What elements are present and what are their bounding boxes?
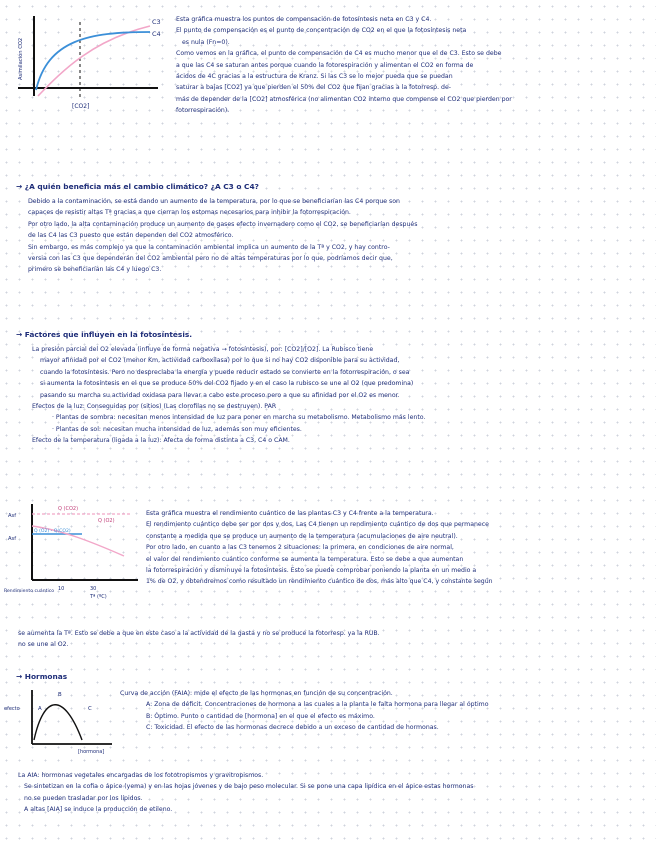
text-line: primero se beneficiarían las C4 y luego C3.	[28, 266, 162, 274]
text-line: El punto de compensación es el punto de concentración de CO2 en el que la fotosíntesis neta	[176, 27, 467, 35]
graph1-c3-label: C3	[152, 18, 161, 26]
quantum-yield-graph	[2, 500, 142, 604]
text-line: El rendimiento cuántico debe ser por dos y dos. Las C4 tienen un rendimiento cuántico de dos que permanece	[146, 521, 489, 529]
text-line: constante a medida que se produce un aumento de la temperatura (acumulaciones de aire neutral).	[146, 532, 458, 540]
arrow-icon: →	[16, 182, 23, 191]
graph2-tick-2: 30	[90, 586, 97, 592]
text-line: Esta gráfica muestra el rendimiento cuántico de las plantas C3 y C4 frente a la temperatura.	[146, 510, 434, 517]
compensation-point-graph	[8, 10, 168, 114]
text-line: Curva de acción (FAIA): mide el efecto de las hormonas en función de su concentración.	[120, 690, 393, 697]
text-line: ácidos de 4C gracias a la estructura de Kranz. Si las C3 se lo mejor pueda que se puedan	[176, 73, 453, 81]
text-line: Por otro lado, la alta contaminación produce un aumento de gases efecto invernadero como el CO2, se beneficiarían después	[28, 220, 418, 228]
text-line: capaces de resistir altas Tª gracias a que cierran los estomas necesarios para inhibir la fotorrespiración.	[28, 209, 351, 217]
text-line: Efecto de la temperatura (ligada a la luz): Afecta de forma distinta a C3, C4 o CAM.	[32, 437, 290, 445]
text-line: es nula (Fn=0).	[182, 38, 230, 46]
text-line: pasando su marcha su actividad oxidasa para llevar a cabo este proceso pero a que su afinidad por el O2 es menor.	[40, 391, 400, 399]
graph3-label-c: C	[88, 706, 92, 712]
arrow-icon: →	[16, 330, 23, 339]
text-line: mayor afinidad por el CO2 (menor Km, actividad carboxilasa) por lo que si no hay CO2 disponible para su actividad,	[40, 357, 400, 365]
text-line: Sin embargo, es más complejo ya que la contaminación ambiental implica un aumento de la Tª y CO2, y hay contro-	[28, 243, 390, 251]
text-line: La presión parcial del O2 elevada (influye de forma negativa → fotosíntesis), por: [CO2]/[O2]. La Rubisco tiene	[32, 346, 374, 353]
text-line: fotorrespiración).	[176, 107, 230, 115]
text-line: Efectos de la luz: Conseguidas por (sitios) (Las clorofilas no se destruyen). PAR	[32, 403, 277, 411]
text-line: · Plantas de sombra: necesitan menos intensidad de luz para poner en marcha su metabolismo. Metabolismo más lento.	[52, 414, 426, 422]
graph1-y-label: Asimilación CO2	[18, 37, 24, 80]
climate-question-text	[28, 196, 640, 276]
text-line: a que las C4 se saturan antes porque cuando la fotorespiración y alimentan el CO2 en forma de	[176, 61, 474, 69]
text-line: La AIA: hormonas vegetales encargadas de los fototropismos y gravitropismos.	[18, 772, 264, 779]
graph1-x-label: [CO2]	[72, 103, 90, 110]
text-line: 1% de O2, y obtendremos como resultado un rendimiento cuántico de dos, más alto que C4, y constante según	[146, 578, 493, 586]
text-line: Por otro lado, en cuanto a las C3 tenemos 2 situaciones: la primera, en condiciones de aire normal,	[146, 544, 454, 552]
text-line: Se sintetizan en la cofia o ápice (yema) y en las hojas jóvenes y de bajo peso molecular. Si se pone una capa lipídica en el ápice estas hormonas	[24, 783, 474, 791]
text-line: saturar a bajas [CO2] ya que pierden el 50% del CO2 que fijan gracias a la fotorresp. de-	[176, 84, 451, 92]
text-line: versia con las C3 que dependerán del CO2 ambiental pero no de altas temperaturas por lo que, podríamos decir que,	[28, 255, 393, 263]
text-line: A altas [AIA] se induce la producción de etileno.	[24, 806, 173, 814]
text-line: de las C4 las C3 puesto que están dependen del CO2 atmosférico.	[28, 232, 234, 240]
hormones-title: Hormonas	[24, 672, 68, 681]
text-line: cuando la fotosíntesis. Pero no despreciaba la energía y puede reducir estado se convierte en la fotorrespiración, o sea	[40, 368, 410, 376]
factors-heading	[16, 330, 192, 339]
quantum-yield-text	[146, 508, 644, 588]
text-line: no se une al O2.	[18, 641, 69, 649]
text-line: A: Zona de déficit. Concentraciones de hormona a las cuales a la planta le falta hormona para llegar al óptimo	[146, 701, 489, 709]
graph2-legend-2: Q (O2)	[98, 518, 115, 524]
climate-question-heading	[16, 182, 259, 191]
text-line: B: Óptimo. Punto o cantidad de [hormona] en el que el efecto es máximo.	[146, 712, 375, 720]
factors-title: Factores que influyen en la fotosíntesis.	[24, 330, 193, 339]
text-line: Debido a la contaminación, se está dando un aumento de la temperatura, por lo que se beneficiarían las C4 porque son	[28, 198, 400, 205]
graph2-origin-label: Rendimiento cuántico	[4, 589, 55, 594]
graph2-x-label: Tª (ºC)	[90, 594, 107, 600]
text-line: C: Toxicidad. El efecto de las hormonas decrece debido a un exceso de cantidad de hormonas.	[146, 724, 439, 732]
graph2-y-mid: Asf	[8, 536, 17, 542]
text-line: la fotorrespiración y disminuye la fotosíntesis. Esto se puede comprobar poniendo la planta en un medio a	[146, 567, 477, 575]
graph2-legend-1: Q (CO2)	[58, 506, 79, 512]
hormones-text	[120, 688, 644, 734]
graph3-label-b: B	[58, 692, 62, 698]
graph3-label-a: A	[38, 706, 42, 712]
graph1-c4-label: C4	[152, 30, 161, 38]
aia-text	[18, 770, 646, 816]
graph2-y-top: Asf	[8, 513, 17, 519]
text-line: el valor del rendimiento cuántico conforme se aumenta la temperatura. Esto se debe a que aumentan	[146, 555, 464, 563]
hormone-action-curve-graph	[4, 684, 116, 756]
graph3-x-label: [hormona]	[78, 749, 105, 755]
quantum-yield-text-tail	[18, 628, 644, 651]
arrow-icon: →	[16, 672, 23, 681]
text-line: se aumenta la Tª. Esto se debe a que en este caso a la actividad de la gasta y no se produce la fotorresp. ya la RUB.	[18, 630, 380, 637]
hormones-heading	[16, 672, 67, 681]
text-line: más de depender de la [CO2] atmosférica (no alimentan CO2 interno que compense el CO2 que pierden por	[176, 95, 512, 103]
graph3-y-label: efecto	[4, 706, 20, 712]
text-line: si aumenta la fotosíntesis en el que se produce 50% del CO2 fijado y en el caso la rubisco se une al O2 (que predomina)	[40, 380, 414, 388]
factors-text	[26, 344, 640, 447]
graph2-annotation: Q (O2) - Q(CO2)	[34, 529, 71, 534]
text-line: no se pueden trasladar por los lípidos.	[24, 794, 143, 802]
text-line: · Plantas de sol: necesitan mucha intensidad de luz, además son muy eficientes.	[52, 425, 302, 433]
text-line: Como vemos en la gráfica, el punto de compensación de C4 es mucho menor que el de C3. Esto se debe	[176, 50, 502, 58]
climate-question-title: ¿A quién beneficia más el cambio climático? ¿A C3 o C4?	[24, 182, 259, 191]
graph2-tick-1: 10	[58, 586, 65, 592]
text-line: Esta gráfica muestra los puntos de compensación de fotosíntesis neta en C3 y C4.	[176, 16, 432, 23]
compensation-point-text	[176, 14, 648, 117]
